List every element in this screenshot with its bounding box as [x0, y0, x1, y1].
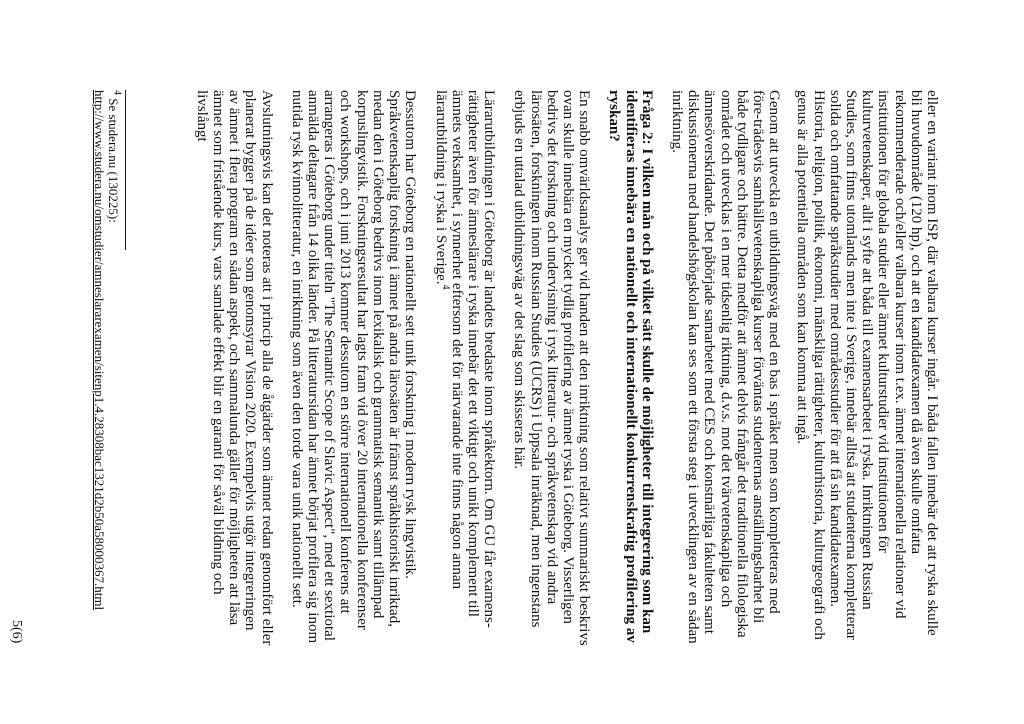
footnote-reference[interactable]: 4: [439, 284, 451, 290]
page-number: 5(6): [9, 620, 24, 644]
question-heading: Fråga 2: I vilken mån och på vilket sätt skulle de möjligheter till integrering som kan identifieras innebära en nationellt och internationellt konkurrenskraftig profilering av ryskan?: [606, 90, 655, 643]
paragraph-avslutningsvis: Avslutningsvis kan det noteras att i princip alla de åtgärder som ämnet redan genomfört eller planerat bygger på de idéer som genomsyrar Vision 2020. Exempelvis utgör integreringen av ämnet i flera program en sådan aspekt, och sammalunda gäller för möjligheten att läsa ämnet som fristående kurs, vars samlade effekt blir en garanti för såväl bildning och livslångt: [193, 90, 275, 646]
paragraph-isp-variant: eller en variant inom ISP, där valbara kurser ingår. I båda fallen innebär det att ryska skulle bli huvudområde (120 hp), och att en kandidatexamen då även skulle omfatta rekommenderade och/eller valbara kurser inom t.ex. ämnet internationella relationer vid institutionen för globala studier eller ämnet kulturstudier vid institutionen för kulturvetenskaper, allt i syfte att båda till examensarbetet i ryska. Inriktningen Russian Studies, som finns utomlands men inte i Sverige, innebär alltså att studenterna kompletterar solida och omfattande språkstudier med områdesstudier för att få sin kandidatexamen. Historia, religion, politik, ekonomi, mänskliga rättigheter, kulturhistoria, kulturgeografi och genus är alla potentiella områden som kan komma att ingå.: [794, 90, 940, 640]
footnote-text: Se studera.nu (130225):: [106, 98, 121, 223]
footnote: [92, 90, 123, 690]
document-body: [180, 90, 940, 646]
paragraph-lararutbildningen-text: Lärarutbildningen i Göteborg är landets bredaste inom språkektorn. Om GU får examens-rättigheter även för ämneslärare i ryska innebär det ett viktigt och unikt komplement till ämnets verksamhet, i synnerhet eftersom det för närvarande inte finns någon annan lärarutbildning i ryska i Sverige.: [432, 90, 498, 628]
paragraph-lararutbildningen: [432, 90, 497, 646]
paragraph-omvarldsanalys: En snabb omvärldsanalys ger vid handen att den inriktning som relativt summariskt beskrivs ovan skulle innebära en mycket tydlig profilering av ämnet ryska i Göteborg. Visserligen bedrivs det forskning och undervisning i rysk litteratur- och språkvetenskap vid andra lärosäten, forskningen inom Russian Studies (UCRS) i Uppsala inräknad, men ingenstans erbjuds en uttalad utbildningsväg av det slag som skisseras här.: [511, 90, 593, 646]
paragraph-utbildningsvag: Genom att utveckla en utbildningsväg med en bas i språket men som kompletteras med före-trädesvis samhällsvetenskapliga kurser förväntas studenternas anställningsbarhet bli både tydligare och bättre. Detta medför att ämnet delvis frångår det traditionella filologiska området och utvecklas i en mer tidsenlig riktning, d.v.s. mot det tvärvetenskapliga och ämnesöverskridande. Det påbörjade samarbetet med CES och konstnärliga fakulteten samt diskussionerna med handelshögskolan kan ses som ett första steg i utvecklingen av en sådan inriktning.: [668, 90, 783, 644]
paragraph-lingvistik: Dessutom har Göteborg en nationellt sett unik forskning i modern rysk lingvistik. Språkvetenskaplig forskning i ämnet på andra lärosäten är främst språkhistoriskt inriktad, medan den i Göteborg bedrivs inom lexikalisk och grammatisk semantik samt tillämpad korpuslingvistik. Forskningsresultat har lagts fram vid över 20 internationella konferenser och workshops, och i juni 2013 kommer dessutom en större internationell konferens att arrangeras i Göteborg under titeln "The Semantic Scope of Slavic Aspect", med ett sextiotal anmälda deltagare från 14 olika länder. På litteratursidan har ämnet börjat profilera sig inom nutida rysk kvinnolitteratur, en inriktning som även den torde vara unik nationellt sett.: [288, 90, 419, 644]
footnote-mark: 4: [111, 90, 123, 95]
footnote-link[interactable]: http://www.studera.nu/omstudier/amneslararexamen/sitenp1.4.28308bac1321d2b50a58000367.html: [92, 90, 107, 611]
footnote-divider: [125, 90, 126, 250]
